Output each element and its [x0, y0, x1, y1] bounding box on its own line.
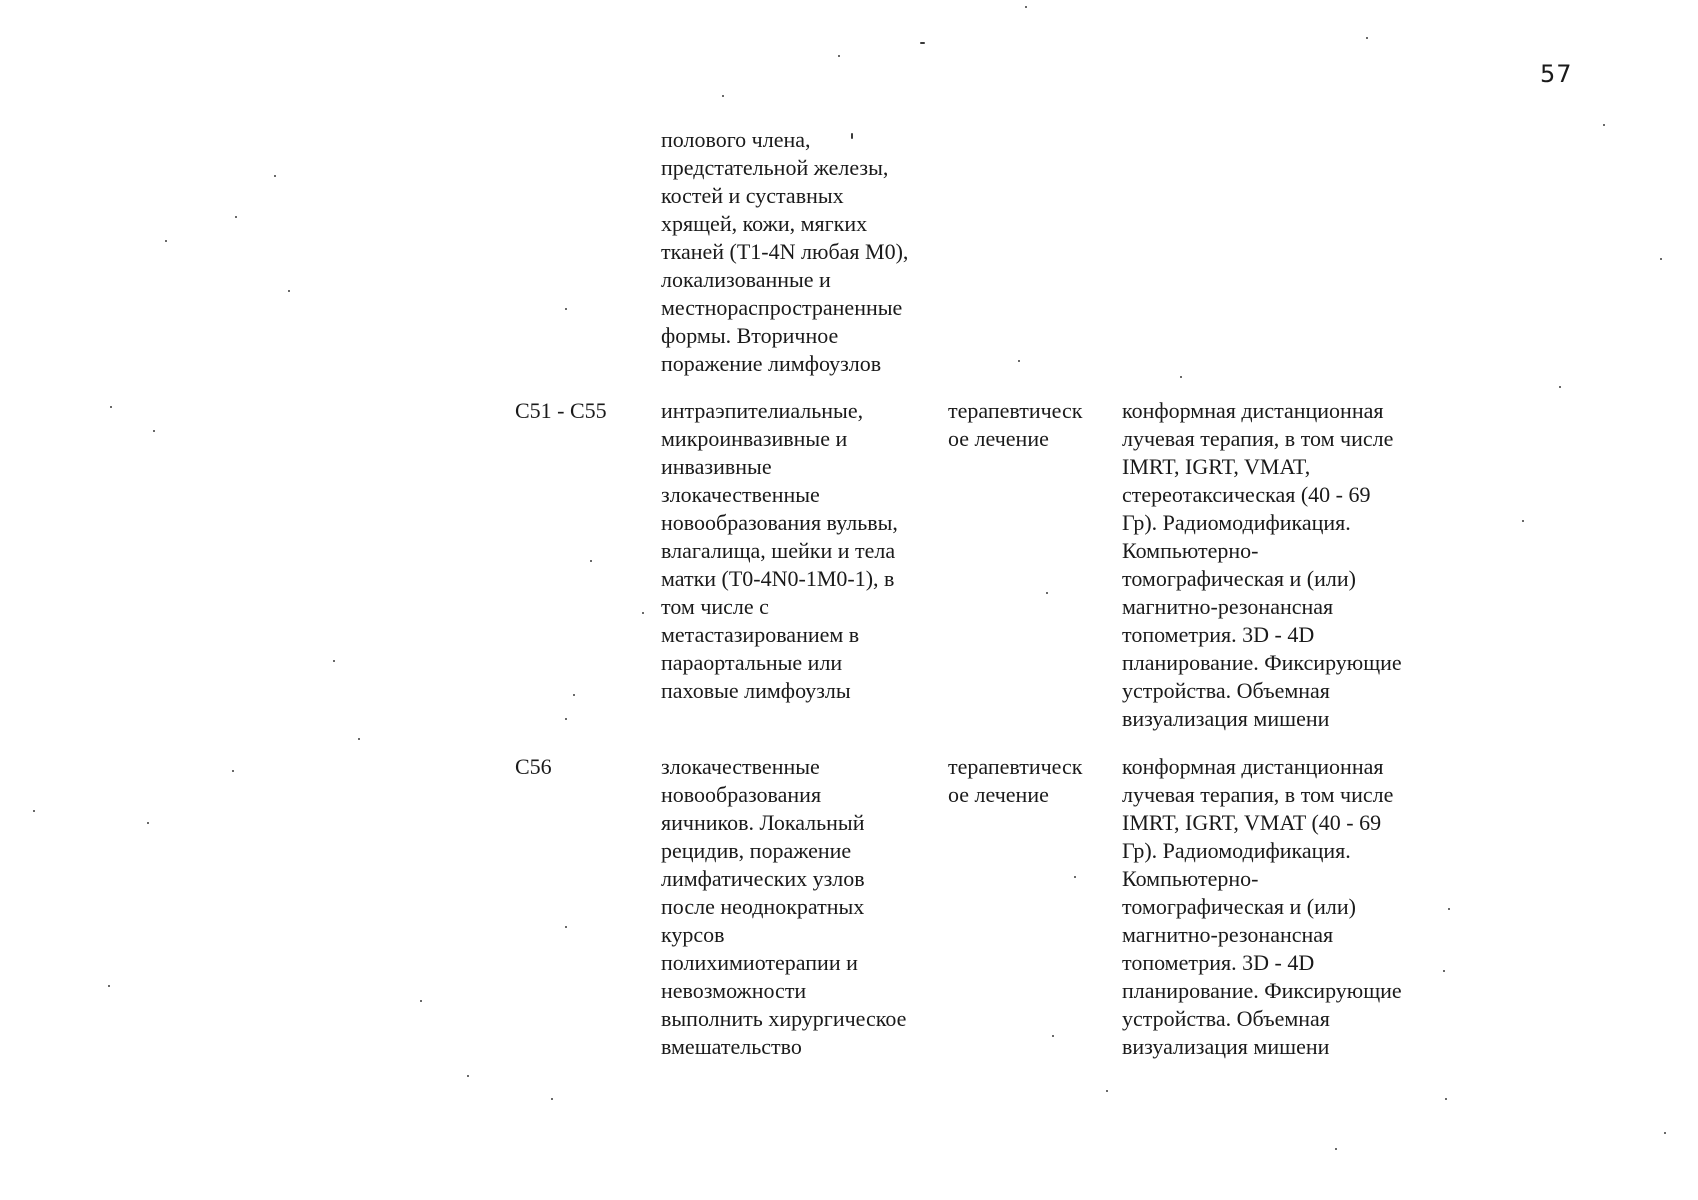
row-1-treatment — [948, 397, 1082, 453]
text-line: полового члена, — [661, 127, 811, 152]
text-line: лучевая терапия, в том числе — [1122, 426, 1394, 451]
text-line: том числе с — [661, 594, 769, 619]
row-0-description — [661, 126, 908, 378]
text-line: терапевтическ — [948, 398, 1083, 423]
scan-speck — [565, 718, 567, 720]
scan-speck — [153, 430, 155, 432]
scan-speck — [1046, 592, 1048, 594]
text-line: лимфатических узлов — [661, 866, 865, 891]
text-line: IMRT, IGRT, VMAT (40 - 69 — [1122, 810, 1382, 835]
text-line: топометрия. 3D - 4D — [1122, 950, 1315, 975]
text-line: рецидив, поражение — [661, 838, 852, 863]
row-2-code — [515, 753, 552, 781]
scan-speck — [642, 612, 644, 614]
row-1-method — [1122, 397, 1402, 733]
text-line: конформная дистанционная — [1122, 754, 1384, 779]
scan-speck — [1445, 1098, 1447, 1100]
text-line: костей и суставных — [661, 183, 844, 208]
text-line: визуализация мишени — [1122, 706, 1330, 731]
text-line: Гр). Радиомодификация. — [1122, 510, 1351, 535]
text-line: конформная дистанционная — [1122, 398, 1384, 423]
scan-speck — [1074, 876, 1076, 878]
scan-speck — [467, 1075, 469, 1077]
scan-speck — [851, 133, 853, 139]
diagnosis-code: C56 — [515, 754, 552, 779]
text-line: влагалища, шейки и тела — [661, 538, 896, 563]
text-line: микроинвазивные и — [661, 426, 848, 451]
scan-speck — [1025, 6, 1027, 8]
text-line: магнитно-резонансная — [1122, 594, 1334, 619]
text-line: вмешательство — [661, 1034, 802, 1059]
text-line: устройства. Объемная — [1122, 1006, 1330, 1031]
text-line: злокачественные — [661, 482, 820, 507]
scan-speck — [165, 240, 167, 242]
scan-speck — [920, 42, 925, 44]
text-line: ое лечение — [948, 426, 1049, 451]
scan-speck — [108, 985, 110, 987]
text-line: местнораспространенные — [661, 295, 903, 320]
scan-speck — [33, 810, 35, 812]
text-line: инвазивные — [661, 454, 772, 479]
scan-speck — [1522, 520, 1524, 522]
text-line: интраэпителиальные, — [661, 398, 864, 423]
text-line: курсов — [661, 922, 725, 947]
text-line: яичников. Локальный — [661, 810, 865, 835]
text-line: планирование. Фиксирующие — [1122, 978, 1402, 1003]
text-line: невозможности — [661, 978, 807, 1003]
text-line: Гр). Радиомодификация. — [1122, 838, 1351, 863]
scan-speck — [232, 770, 234, 772]
text-line: лучевая терапия, в том числе — [1122, 782, 1394, 807]
text-line: хрящей, кожи, мягких — [661, 211, 868, 236]
scan-speck — [565, 308, 567, 310]
scan-speck — [147, 822, 149, 824]
text-line: предстательной железы, — [661, 155, 889, 180]
scan-speck — [333, 660, 335, 662]
page-number: 57 — [1540, 60, 1573, 88]
text-line: терапевтическ — [948, 754, 1083, 779]
text-line: ое лечение — [948, 782, 1049, 807]
text-line: выполнить хирургическое — [661, 1006, 907, 1031]
scan-speck — [1018, 360, 1020, 362]
row-1-description — [661, 397, 898, 705]
text-line: топометрия. 3D - 4D — [1122, 622, 1315, 647]
row-1-code — [515, 397, 607, 425]
text-line: новообразования — [661, 782, 822, 807]
scan-speck — [1366, 37, 1368, 39]
text-line: матки (T0-4N0-1M0-1), в — [661, 566, 895, 591]
row-2-method — [1122, 753, 1402, 1061]
scan-speck — [1559, 386, 1561, 388]
text-line: параортальные или — [661, 650, 843, 675]
text-line: после неоднократных — [661, 894, 865, 919]
text-line: метастазированием в — [661, 622, 860, 647]
text-line: злокачественные — [661, 754, 820, 779]
scan-speck — [1603, 124, 1605, 126]
text-line: локализованные и — [661, 267, 831, 292]
text-line: магнитно-резонансная — [1122, 922, 1334, 947]
text-line: визуализация мишени — [1122, 1034, 1330, 1059]
scan-speck — [551, 1098, 553, 1100]
scan-speck — [1180, 376, 1182, 378]
scan-speck — [1335, 1148, 1337, 1150]
text-line: новообразования вульвы, — [661, 510, 898, 535]
scan-speck — [274, 175, 276, 177]
scan-speck — [110, 406, 112, 408]
text-line: устройства. Объемная — [1122, 678, 1330, 703]
text-line: IMRT, IGRT, VMAT, — [1122, 454, 1311, 479]
scan-speck — [235, 216, 237, 218]
text-line: паховые лимфоузлы — [661, 678, 851, 703]
text-line: тканей (T1-4N любая M0), — [661, 239, 909, 264]
text-line: томографическая и (или) — [1122, 566, 1356, 591]
scan-speck — [722, 95, 724, 97]
text-line: Компьютерно- — [1122, 538, 1259, 563]
text-line: томографическая и (или) — [1122, 894, 1356, 919]
scan-speck — [1664, 1132, 1666, 1134]
text-line: стереотаксическая (40 - 69 — [1122, 482, 1371, 507]
scan-speck — [358, 738, 360, 740]
scan-speck — [420, 1000, 422, 1002]
scan-speck — [838, 55, 840, 57]
scan-speck — [590, 560, 592, 562]
diagnosis-code: C51 - C55 — [515, 398, 607, 423]
text-line: формы. Вторичное — [661, 323, 839, 348]
text-line: планирование. Фиксирующие — [1122, 650, 1402, 675]
scan-speck — [1448, 908, 1450, 910]
text-line: Компьютерно- — [1122, 866, 1259, 891]
scan-speck — [1443, 970, 1445, 972]
row-2-description — [661, 753, 906, 1061]
scan-speck — [573, 694, 575, 696]
text-line: полихимиотерапии и — [661, 950, 858, 975]
scan-speck — [565, 926, 567, 928]
scan-speck — [1052, 1035, 1054, 1037]
row-2-treatment — [948, 753, 1082, 809]
scan-speck — [1660, 258, 1662, 260]
scan-speck — [288, 290, 290, 292]
scan-speck — [1106, 1090, 1108, 1092]
text-line: поражение лимфоузлов — [661, 351, 882, 376]
